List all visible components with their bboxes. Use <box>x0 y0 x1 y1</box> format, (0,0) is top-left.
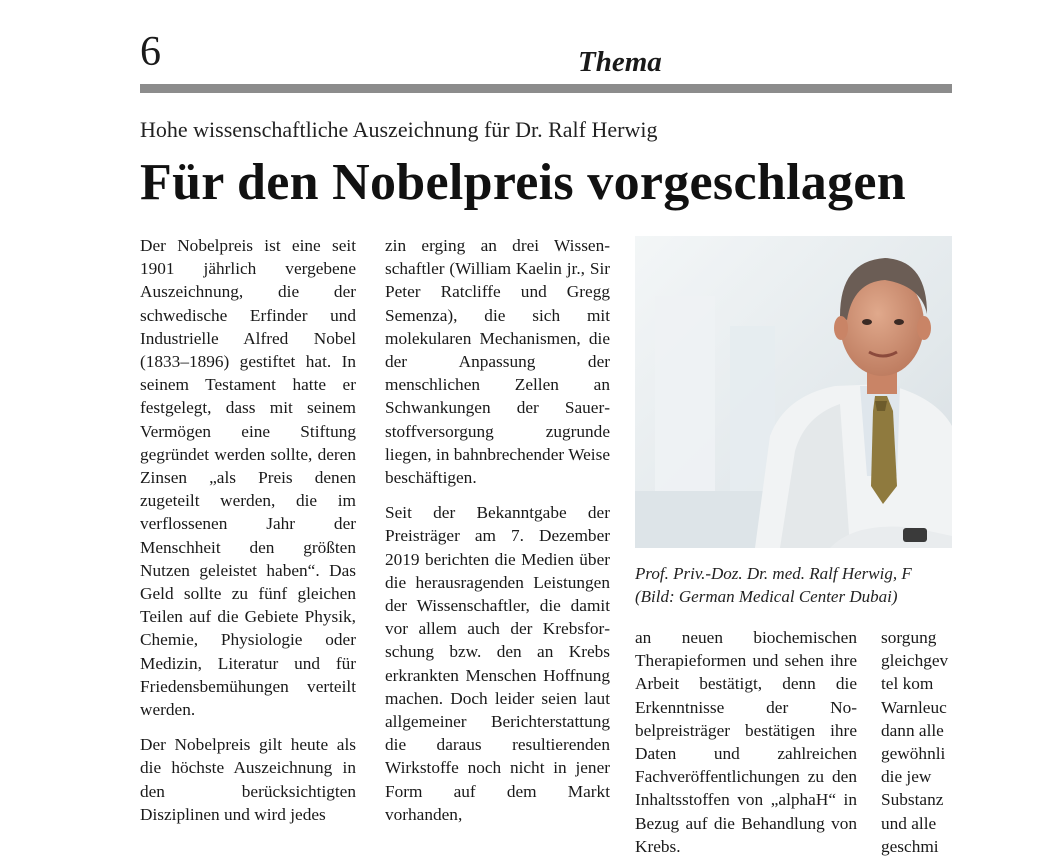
paragraph: Der Nobelpreis gilt heute als die höchste Auszeichnung in den berücksichtigten Disziplinen und wird jedes <box>140 735 356 824</box>
paragraph: Der Nobelpreis ist eine seit 1901 jährlich vergebene Auszeichnung, die der schwedische Erfinder und Industrielle Alfred Nobel (1833–1896) gestiftet hat. In seinem Testament hatte er festgelegt, dass mit seinem Vermögen eine Stiftung gegründet werden sollte, deren Zinsen „als Preis denen zugeteilt werden, die im verflossenen Jahr der Menschheit den größten Nutzen geleistet haben“. Das Geld sollte zu fünf gleichen Teilen auf die Gebiete Physik, Chemie, Physiologie oder Medizin, Literatur und für Friedensbemühungen verteilt werden. <box>140 236 356 720</box>
text-line: Substanz <box>881 790 944 810</box>
text-column-2 <box>385 234 610 862</box>
paragraph: Seit der Bekanntgabe der Preisträger am 7. Dezember 2019 berichten die Medien über die herausragenden Leistungen der Wissenschaftler, die damit vor allem auch der Krebsforschung bzw. den an Krebs erkrankten Menschen Hoffnung machen. Doch leider seien laut allgemeiner Berichterstattung die daraus resultierenden Wirkstoffe noch nicht in jener Form auf dem Markt vorhanden, <box>385 503 610 824</box>
text-column-4 <box>881 626 952 862</box>
caption-credit: (Bild: German Medical Center Dubai) <box>635 587 898 606</box>
portrait-photo <box>635 236 952 548</box>
text-line: gewöhnli <box>881 744 946 764</box>
text-line: tel kom <box>881 674 934 694</box>
header-rule <box>140 84 952 93</box>
article-kicker: Hohe wissenschaftliche Auszeichnung für Dr. Ralf Herwig <box>140 117 658 142</box>
caption-line: Prof. Priv.-Doz. Dr. med. Ralf Herwig, F <box>635 564 912 583</box>
portrait-illustration <box>635 236 952 548</box>
photo-caption <box>635 562 952 612</box>
text-line: geschmi <box>881 836 939 856</box>
text-line: die jew <box>881 767 932 787</box>
text-column-1 <box>140 234 356 862</box>
section-label: Thema <box>578 46 662 78</box>
text-line: dann alle <box>881 720 944 740</box>
text-line: und alle <box>881 813 937 833</box>
text-column-3 <box>635 626 857 862</box>
page-number: 6 <box>140 29 161 75</box>
text-line: gleichgev <box>881 651 949 671</box>
paragraph: an neuen biochemischen Therapieformen und sehen ihre Arbeit bestätigt, denn die Erkenntnisse der Nobelpreisträger bestätigen ihre Daten und zahlreichen Fachveröffentlichungen zu den Inhaltsstoffen von „alphaH“ in Bezug auf die Behandlung von Krebs. <box>635 628 857 856</box>
text-line: sorgung <box>881 628 937 647</box>
text-line: Warnleuc <box>881 697 947 717</box>
paragraph: zin erging an drei Wissenschaftler (William Kaelin jr., Sir Peter Ratcliffe und Gregg Semenza), die sich mit molekularen Mechanismen, die der Anpassung der menschlichen Zellen an Schwankungen der Sauerstoffversorgung zugrunde liegen, in bahnbrechender Weise beschäftigen. <box>385 236 610 488</box>
article-headline: Für den Nobelpreis vorgeschlagen <box>140 154 907 211</box>
